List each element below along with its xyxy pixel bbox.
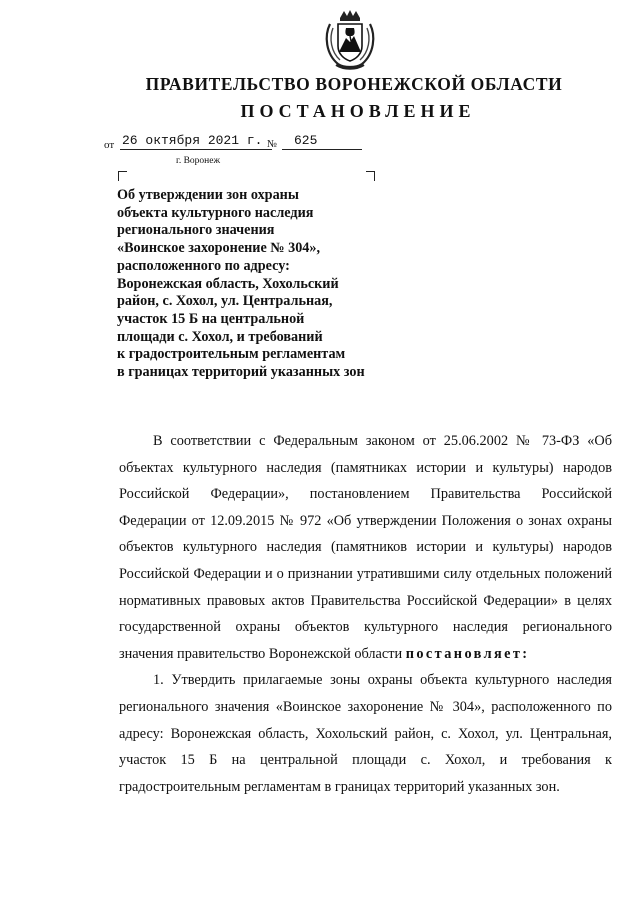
city: г. Воронеж [176,156,221,166]
body-line: Федерации от 12.09.2015 № 972 «Об утверждении Положения о зонах охраны [119,512,612,529]
date-number-row [100,133,360,153]
document-number: 625 [282,133,362,150]
body-line: объектов культурного наследия (памятников истории и культуры) народов [119,539,612,556]
body-line: нормативных правовых актов Правительства Российской Федерации» в целях [119,592,612,609]
body-line: Российской Федерации и о признании утратившими силу отдельных положений [119,565,612,582]
title-line: расположенного по адресу: [117,257,290,274]
preamble-paragraph [119,428,612,667]
item-1-paragraph [119,667,612,800]
title-line: район, с. Хохол, ул. Центральная, [117,293,333,310]
title-line: регионального значения [117,222,275,239]
document-type: ПОСТАНОВЛЕНИЕ [240,101,476,121]
title-line: в границах территорий указанных зон [117,364,365,381]
title-corner-left [118,171,127,181]
title-line: Воронежская область, Хохольский [117,275,339,292]
body-line-last [119,641,612,668]
title-corner-right [366,171,375,181]
body-line: В соответствии с Федеральным законом от 25.06.2002 № 73-ФЗ «Об [153,433,612,449]
date-prefix: от [104,139,115,151]
title-line: участок 15 Б на центральной [117,310,305,327]
resolves-word: постановляет: [405,645,530,662]
number-prefix: № [267,139,278,150]
body-line: регионального значения «Воинское захоронение № 304», расположенного по [119,698,612,715]
title-line: площади с. Хохол, и требований [117,328,323,345]
body-line: адресу: Воронежская область, Хохольский район, с. Хохол, ул. Центральная, [119,725,612,742]
title-line: объекта культурного наследия [117,204,314,221]
body-line: объектах культурного наследия (памятниках истории и культуры) народов [119,459,612,476]
title-line: «Воинское захоронение № 304», [117,240,321,257]
title-line: к градостроительным регламентам [117,346,346,363]
document-date: 26 октября 2021 г. [120,133,272,150]
body-line: Российской Федерации», постановлением Правительства Российской [119,486,612,503]
body-line: 1. Утвердить прилагаемые зоны охраны объекта культурного наследия [153,672,612,689]
body-line: государственной охраны объектов культурного наследия регионального [119,619,612,636]
body-line: участок 15 Б на центральной площади с. Хохол, и требования к [119,752,612,769]
organization-name: ПРАВИТЕЛЬСТВО ВОРОНЕЖСКОЙ ОБЛАСТИ [145,74,563,94]
title-line: Об утверждении зон охраны [117,187,299,203]
body-line: градостроительным регламентам в границах территорий указанных зон. [119,778,560,795]
document-body [119,428,612,800]
voronezh-coat-of-arms-icon [320,8,380,72]
preamble-last-text: значения правительство Воронежской области [119,645,403,662]
document-title [117,187,387,382]
